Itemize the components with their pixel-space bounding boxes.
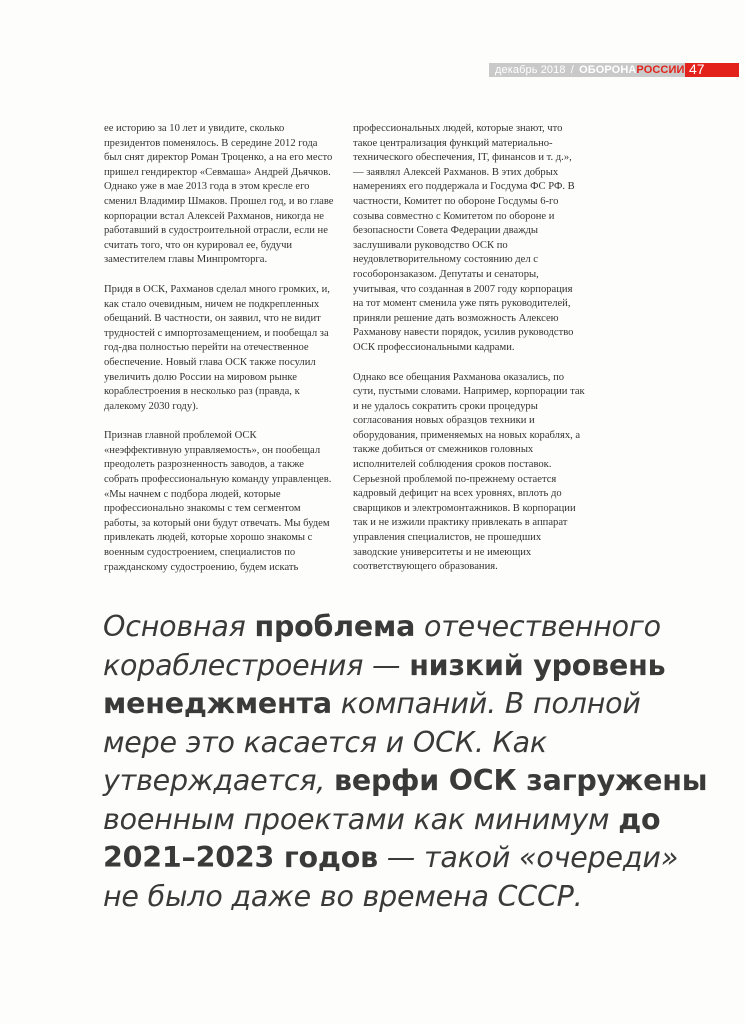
- quote-text: Основная: [103, 610, 255, 643]
- quote-emphasis: проблема: [254, 610, 416, 643]
- quote-emphasis: верфи ОСК загружены: [334, 764, 708, 797]
- header-issue: [495, 63, 684, 77]
- quote-emphasis: низкий уровень менеджмента: [103, 648, 666, 720]
- paragraph: ее историю за 10 лет и увидите, сколько президентов поменялось. В середине 2012 года был снят директор Роман Троценко, а на его место пришел гендиректор «Севмаша» Андрей Дьячков. Однако уже в мае 2013 года в этом кресле его сменил Владимир Шмаков. Прошел год, и во главе корпорации встал Алексей Рахманов, никогда не работавший в судостроительной отрасли, если не считать того, что он курировал ее, будучи заместителем главы Минпромторга.: [104, 123, 334, 266]
- quote-text: военным проектами как минимум: [103, 802, 619, 836]
- quote-text: отечественного кораблестроения —: [103, 610, 661, 682]
- running-header: [489, 63, 739, 77]
- paragraph: профессиональных людей, которые знают, что такое централизация функций материально-технического обеспечения, IT, финансов и т. д.», — заявлял Алексей Рахманов. В этих добрых намерениях его поддержала и Госдума ФС РФ. В частности, Комитет по обороне Госдумы 6-го созыва совместно с Комитетом по обороне и безопасности Совета Федерации дважды заслушивали руководство ОСК по неудовлетворительному состоянию дел с гособоронзаказом. Депутаты и сенаторы, учитывая, что созданная в 2007 году корпорация на тот момент сменила уже пять руководителей, приняли решение дать возможность Алексею Рахманову навести порядок, усилив руководство ОСК профессиональными кадрами.: [353, 123, 575, 353]
- left-column: [104, 122, 336, 590]
- paragraph: Придя в ОСК, Рахманов сделал много громких, и, как стало очевидным, ничем не подкрепленных обещаний. В частности, он заявил, что не видит трудностей с импортозамещением, и пообещал за год-два полностью перейти на отечественное обеспечение. Новый глава ОСК также посулил увеличить долю России на мировом рынке кораблестроения в несколько раз (правда, к далекому 2030 году).: [104, 283, 330, 412]
- paragraph: Однако все обещания Рахманова оказались, по сути, пустыми словами. Например, корпорации так и не удалось сократить сроки процедуры согласования новых образцов техники и оборудования, применяемых на новых кораблях, а также добиться от смежников головных исполнителей соблюдения сроков поставок. Серьезной проблемой по-прежнему остается кадровый дефицит на всех уровнях, вплоть до сварщиков и электромонтажников. В корпорации так и не изжили практику привлекать в аппарат управления специалистов, не прошедших заводские университеты и не имеющих соответствующего образования.: [353, 371, 585, 573]
- quote-text: компаний. В полной мере это касается и ОСК. Как утверждается,: [103, 687, 641, 797]
- right-column: [353, 122, 585, 590]
- magazine-logo-part2: РОССИИ: [636, 64, 685, 76]
- magazine-logo-part1: ОБОРОНА: [579, 64, 637, 76]
- page-number: 47: [689, 61, 705, 77]
- quote-text: — такой «очереди» не было даже во времена СССР.: [103, 841, 679, 913]
- paragraph: Признав главной проблемой ОСК «неэффективную управляемость», он пообещал преодолеть разрозненность заводов, а также собрать профессиональную команду управленцев. «Мы начнем с подбора людей, которые профессионально знакомы с тем сегментом работы, за который они будут отвечать. Мы будем привлекать людей, которые хорошо знакомы с военным судостроением, специалистов по гражданскому судостроению, будем искать: [104, 430, 332, 573]
- quote-emphasis: до 2021–2023 годов: [103, 802, 661, 874]
- header-separator: /: [570, 64, 574, 76]
- issue-date: декабрь 2018: [495, 64, 566, 76]
- pull-quote: [103, 608, 713, 916]
